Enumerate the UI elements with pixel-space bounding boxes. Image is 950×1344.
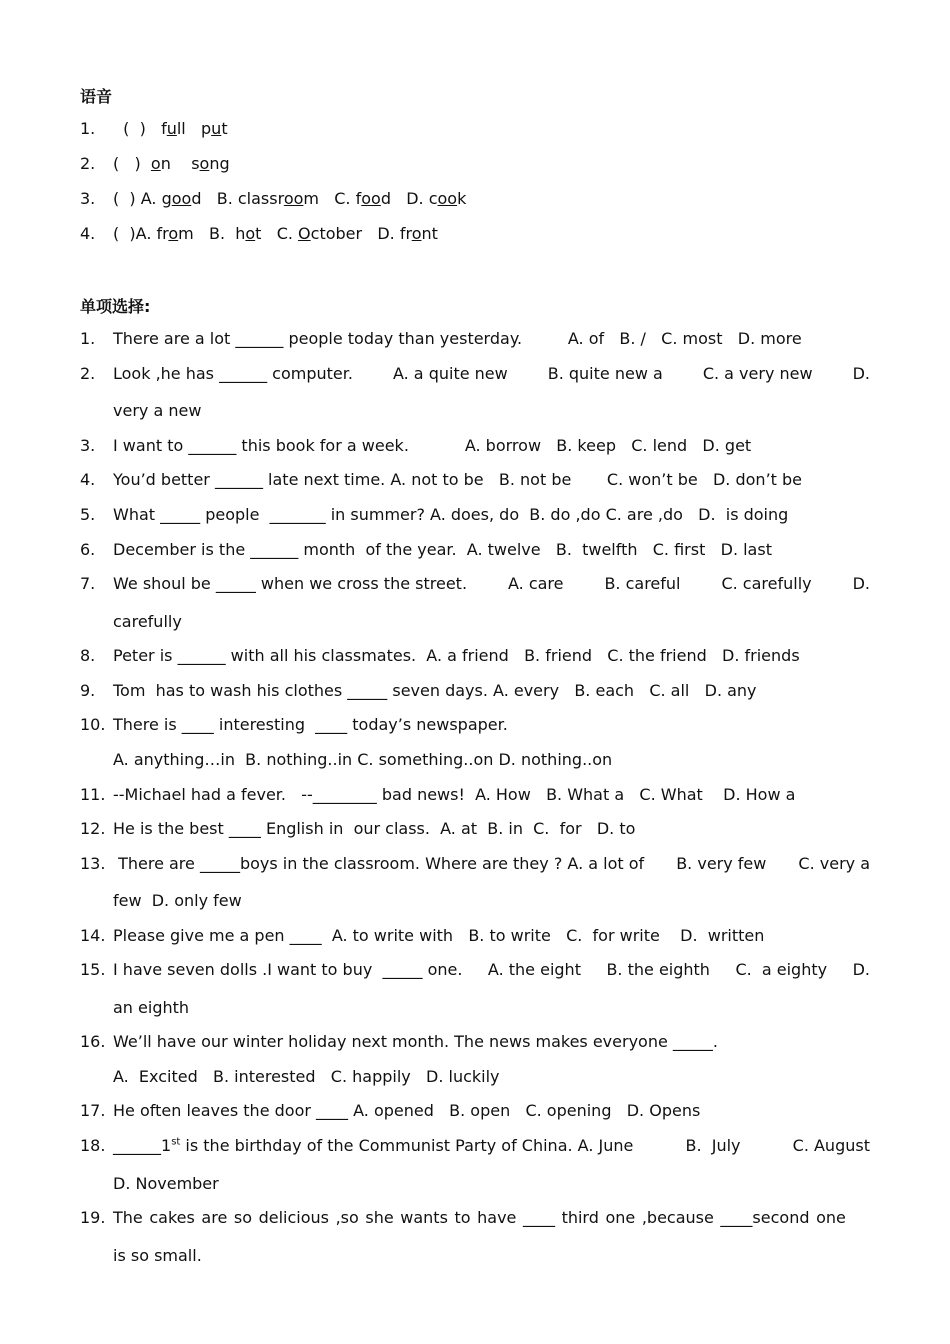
phonetics-item-text: ( ) A. good B. classroom C. food D. cook xyxy=(113,189,467,208)
question-16-options: A. Excited B. interested C. happily D. luckily xyxy=(113,1067,500,1086)
question-7-continuation: carefully xyxy=(113,612,182,631)
question-text: He often leaves the door ____ A. opened B. open C. opening D. Opens xyxy=(113,1101,701,1120)
section-heading-phonetics: 语音 xyxy=(80,87,113,106)
question-text: I want to ______ this book for a week. A. borrow B. keep C. lend D. get xyxy=(113,436,752,455)
question-text: We’ll have our winter holiday next month. The news makes everyone _____. xyxy=(113,1032,718,1051)
question-text: There are a lot ______ people today than yesterday. A. of B. / C. most D. more xyxy=(113,329,802,348)
phonetics-item-text: ( )A. from B. hot C. October D. front xyxy=(113,224,438,243)
question-text: You’d better ______ late next time. A. not to be B. not be C. won’t be D. don’t be xyxy=(113,470,803,489)
question-text: There is ____ interesting ____ today’s newspaper. xyxy=(113,715,508,734)
question-text: The cakes are so delicious ,so she wants to have ____ third one ,because ____second one xyxy=(113,1208,846,1227)
question-text: What _____ people _______ in summer? A. does, do B. do ,do C. are ,do D. is doing xyxy=(113,505,789,524)
question-text: Tom has to wash his clothes _____ seven days. A. every B. each C. all D. any xyxy=(113,681,757,700)
question-19-continuation: is so small. xyxy=(113,1246,202,1265)
question-text: There are _____boys in the classroom. Where are they ? A. a lot of B. very few C. very a xyxy=(113,854,870,873)
question-text: I have seven dolls .I want to buy _____ one. A. the eight B. the eighth C. a eighty D. xyxy=(113,960,870,979)
question-text: Please give me a pen ____ A. to write with B. to write C. for write D. written xyxy=(113,926,765,945)
question-text: We shoul be _____ when we cross the street. A. care B. careful C. carefully D. xyxy=(113,574,870,593)
question-18-continuation: D. November xyxy=(113,1174,219,1193)
question-text: --Michael had a fever. --________ bad news! A. How B. What a C. What D. How a xyxy=(113,785,796,804)
question-text: He is the best ____ English in our class. A. at B. in C. for D. to xyxy=(113,819,636,838)
question-text: December is the ______ month of the year. A. twelve B. twelfth C. first D. last xyxy=(113,540,772,559)
question-10-options: A. anything…in B. nothing..in C. something..on D. nothing..on xyxy=(113,750,613,769)
question-text: Peter is ______ with all his classmates. A. a friend B. friend C. the friend D. friends xyxy=(113,646,800,665)
question-text: Look ,he has ______ computer. A. a quite new B. quite new a C. a very new D. xyxy=(113,364,870,383)
phonetics-item-text: ( ) on song xyxy=(113,154,230,173)
question-text: ______1st is the birthday of the Communist Party of China. A. June B. July C. August xyxy=(113,1136,870,1155)
question-13-continuation: few D. only few xyxy=(113,891,242,910)
question-15-continuation: an eighth xyxy=(113,998,190,1017)
question-2-continuation: very a new xyxy=(113,401,202,420)
phonetics-item-text: ( ) full put xyxy=(113,119,228,138)
section-heading-choices: 单项选择: xyxy=(80,297,151,316)
